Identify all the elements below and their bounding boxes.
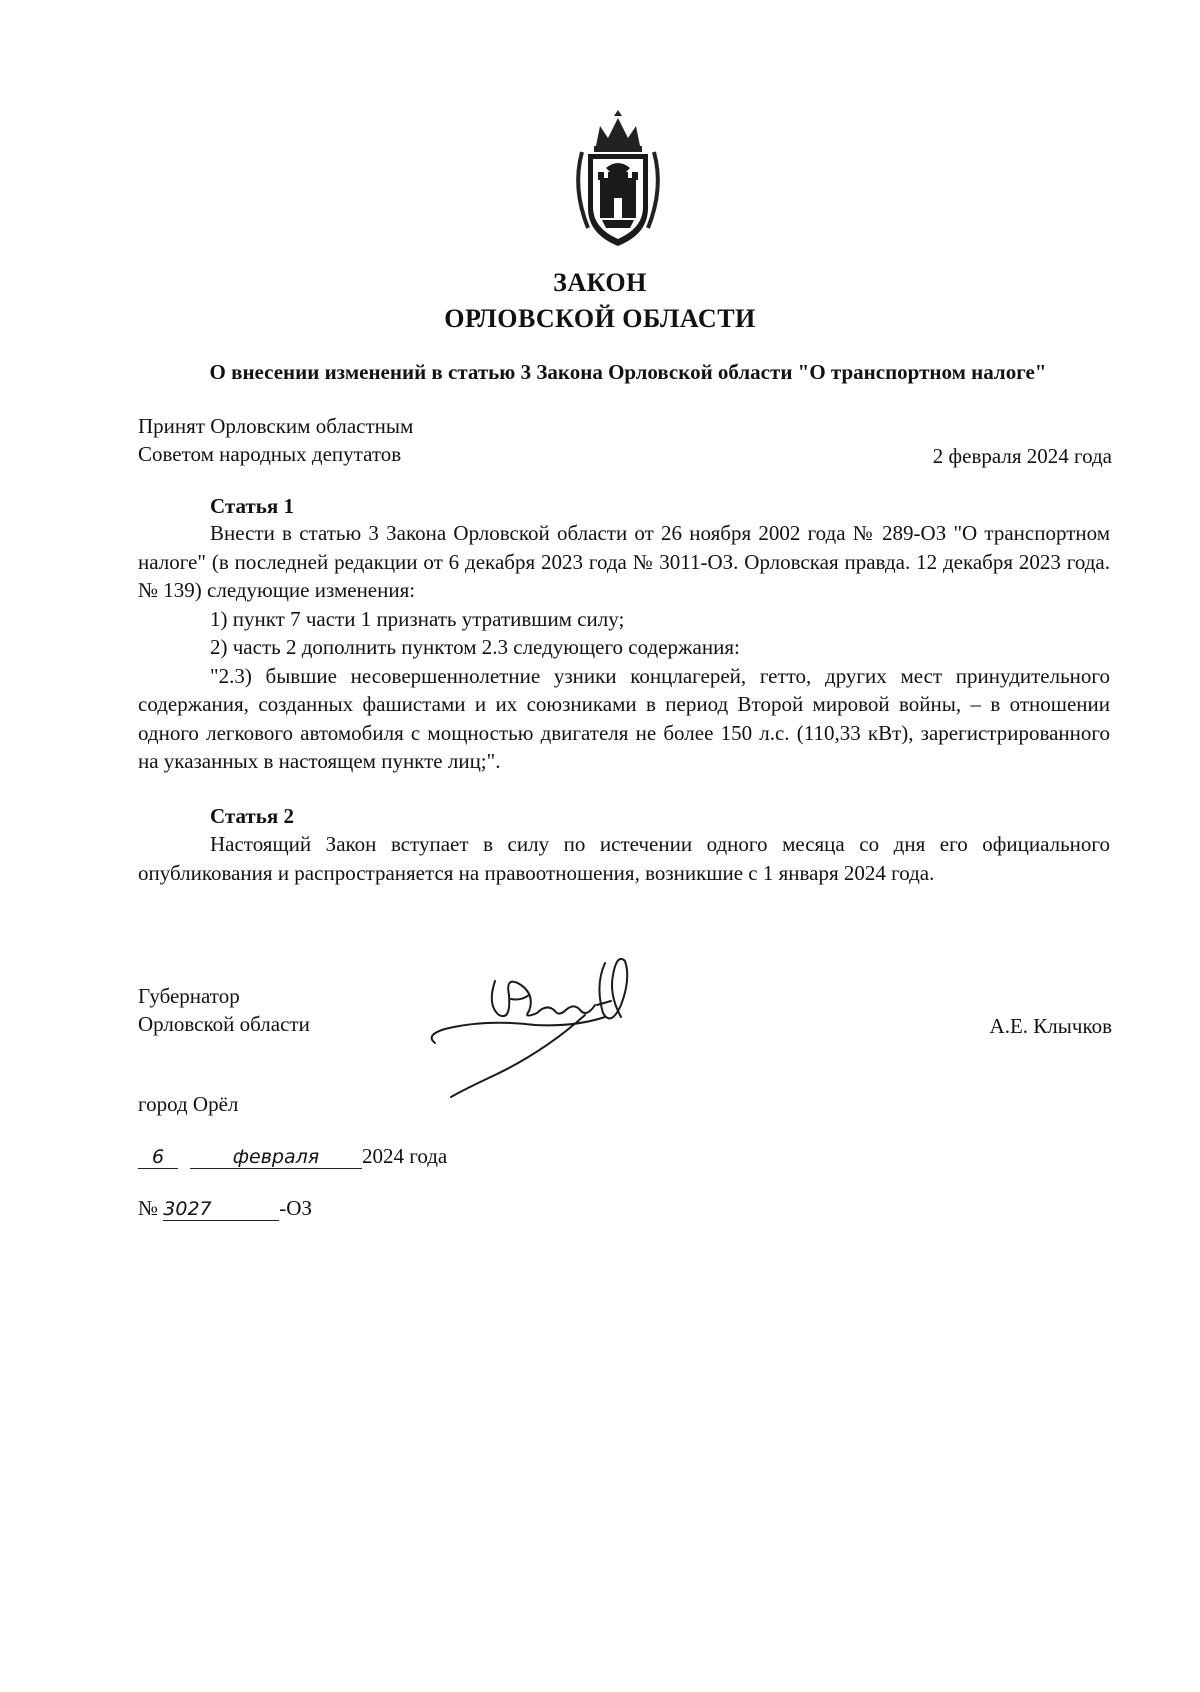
- article1-item1: 1) пункт 7 части 1 признать утратившим силу;: [210, 606, 625, 631]
- article2-paragraph: Настоящий Закон вступает в силу по истечении одного месяца со дня его официального опубликования и распространяется на правоотношения, возникшие с 1 января 2024 года.: [138, 832, 1110, 885]
- adoption-line2: Советом народных депутатов: [138, 442, 402, 466]
- article2-heading: Статья 2: [210, 804, 294, 828]
- signatory-position-line2: Орловской области: [138, 1012, 310, 1036]
- number-prefix: №: [138, 1196, 159, 1220]
- law-subject: О внесении изменений в статью 3 Закона Орловской области "О транспортном налоге": [209, 360, 1047, 384]
- date-year: 2024 года: [362, 1144, 448, 1168]
- article1-paragraph: Внести в статью 3 Закона Орловской области от 26 ноября 2002 года № 289-ОЗ "О транспортном налоге" (в последней редакции от 6 декабря 2023 года № 3011-ОЗ. Орловская правда. 12 декабря 2023 года. № 139) следующие изменения:: [138, 521, 1110, 602]
- date-day: 6: [138, 1146, 178, 1169]
- article1-item2: 2) часть 2 дополнить пунктом 2.3 следующего содержания:: [210, 635, 740, 659]
- handwritten-signature-icon: [425, 955, 665, 1100]
- number-value: 3027: [163, 1198, 279, 1221]
- signing-date: [138, 1142, 447, 1170]
- article1-body: [138, 519, 1110, 776]
- article1-heading: Статья 1: [210, 494, 294, 518]
- law-number: [138, 1194, 312, 1222]
- adoption-date: 2 февраля 2024 года: [932, 444, 1112, 468]
- place-of-signing: город Орёл: [138, 1092, 239, 1116]
- article1-item2-3-text: "2.3) бывшие несовершеннолетние узники концлагерей, гетто, других мест принудительного содержания, созданных фашистами и их союзниками в период Второй мировой войны, – в отношении одного легкового автомобиля с мощностью двигателя не более 150 л.с. (110,33 кВт), зарегистрированного на указанных в настоящем пункте лиц;".: [138, 663, 1110, 773]
- adoption-line1: Принят Орловским областным: [138, 414, 414, 438]
- number-suffix: -ОЗ: [279, 1196, 312, 1220]
- law-title-line2: ОРЛОВСКОЙ ОБЛАСТИ: [444, 304, 756, 333]
- signatory-name: А.Е. Клычков: [989, 1014, 1112, 1038]
- date-month: февраля: [190, 1146, 362, 1169]
- article2-body: [138, 830, 1110, 887]
- signatory-position-line1: Губернатор: [138, 984, 240, 1008]
- coat-of-arms-icon: [568, 108, 668, 250]
- law-title-line1: ЗАКОН: [553, 268, 647, 297]
